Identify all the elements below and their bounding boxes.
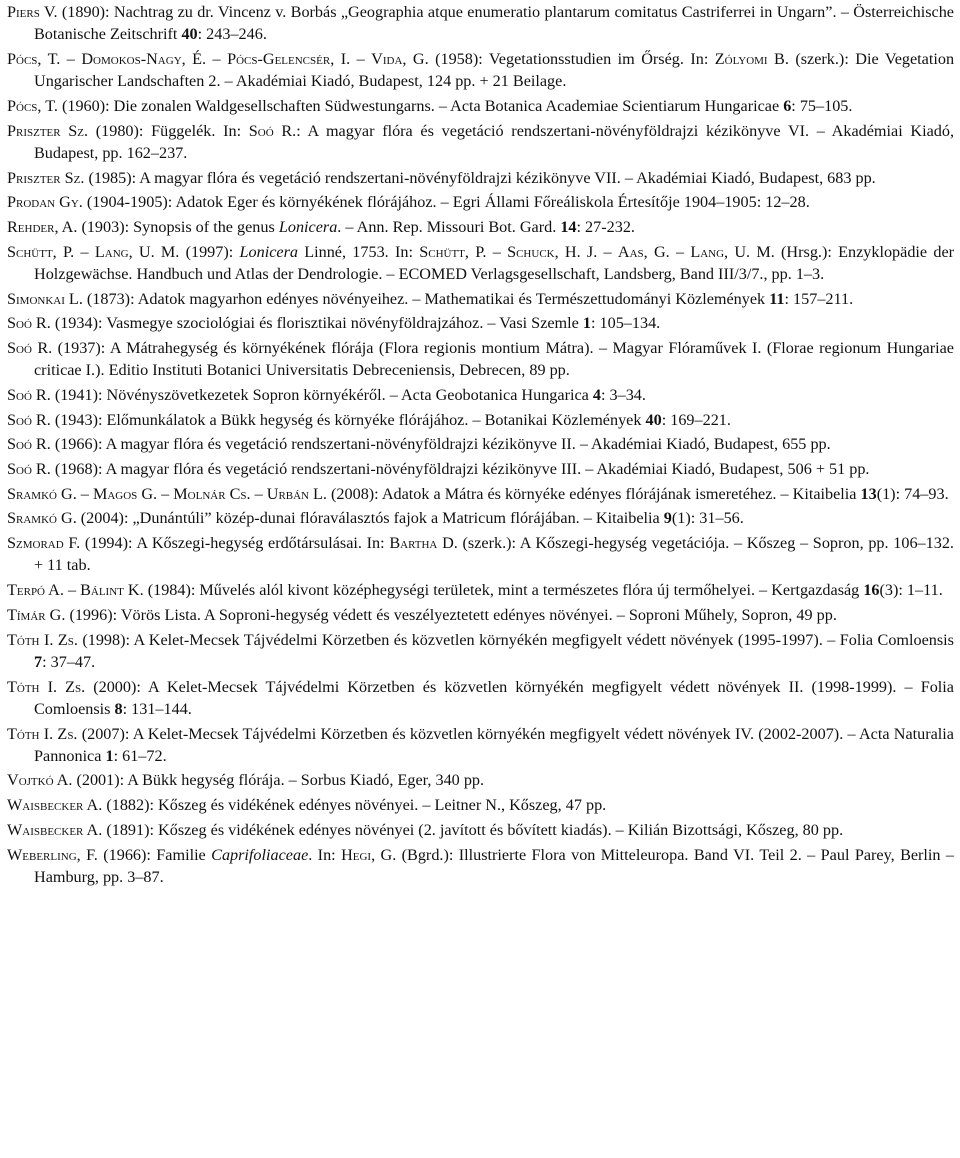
author-name: Priszter Sz.: [7, 168, 85, 187]
reference-entry: [7, 769, 954, 791]
reference-text: (3): 1–11.: [879, 581, 943, 600]
author-name: Aas, G.: [617, 242, 670, 261]
author-name: Magos G.: [92, 484, 158, 503]
author-name: Tóth I. Zs.: [7, 724, 78, 743]
volume-number: 6: [783, 96, 792, 115]
reference-text: : 157–211.: [784, 289, 854, 308]
author-name: Weberling, F.: [7, 845, 98, 864]
reference-entry: [7, 191, 954, 213]
reference-entry: [7, 384, 954, 406]
reference-text: (1903): Synopsis of the genus: [77, 218, 279, 237]
reference-entry: [7, 819, 954, 841]
reference-text: : 37–47.: [42, 652, 96, 671]
reference-text: : A magyar flóra és vegetáció rendszertani-növényföldrajzi kézikönyve VI. – Akadémiai Kiadó, Budapest, pp. 162–237.: [34, 121, 954, 162]
author-name: Soó R.: [248, 121, 297, 140]
reference-text: (1997):: [179, 242, 240, 261]
reference-text: (1904-1905): Adatok Eger és környékének flórájához. – Egri Állami Főreáliskola Értesítője 1904–1905: 12–28.: [82, 193, 810, 212]
author-name: Vida, G.: [371, 49, 429, 68]
author-name: Molnár Cs.: [173, 484, 251, 503]
reference-entry: [7, 288, 954, 310]
volume-number: 16: [863, 581, 880, 600]
author-name: Schuck, H. J.: [507, 242, 598, 261]
reference-text: (2008): Adatok a Mátra és környéke edényes flórájának ismeretéhez. – Kitaibelia: [326, 484, 861, 503]
reference-text: (1): 31–56.: [671, 509, 744, 528]
volume-number: 9: [663, 509, 672, 528]
reference-text: (1937): A Mátrahegység és környékének flórája (Flora regionis montium Mátra). – Magyar Flóraművek I. (Florae regionum Hungariae criticae I.). Editio Instituti Botanici Universitatis Debreceniensis, Debrecen, 89 pp.: [34, 339, 954, 380]
volume-number: 1: [582, 314, 591, 333]
reference-text: (1980): Függelék. In:: [88, 121, 249, 140]
author-name: Sramkó G.: [7, 509, 77, 528]
author-name: Szmorad F.: [7, 534, 81, 553]
italic-term: Caprifoliaceae: [211, 845, 309, 864]
volume-number: 40: [181, 25, 198, 44]
reference-text: (1891): Kőszeg és vidékének edényes növényei (2. javított és bővített kiadás). – Kilián Bizottsági, Kőszeg, 80 pp.: [102, 820, 844, 839]
volume-number: 8: [114, 699, 123, 718]
reference-text: (1873): Adatok magyarhon edényes növényeihez. – Mathematikai és Természettudományi Közlemények: [82, 289, 770, 308]
reference-entry: [7, 167, 954, 189]
reference-entry: [7, 241, 954, 286]
reference-text: –: [206, 49, 228, 68]
author-name: Schütt, P.: [7, 242, 75, 261]
volume-number: 1: [105, 746, 114, 765]
volume-number: 13: [860, 484, 877, 503]
reference-text: (2007): A Kelet-Mecsek Tájvédelmi Körzetben és közvetlen környékén megfigyelt védett növények IV. (2002-2007). – Acta Naturalia Pannonica: [34, 724, 954, 765]
volume-number: 4: [592, 386, 601, 405]
author-name: Piers V.: [7, 3, 58, 21]
author-name: Pócs, T.: [7, 96, 58, 115]
reference-text: –: [350, 49, 372, 68]
author-name: Waisbecker A.: [7, 820, 103, 839]
reference-text: . In:: [308, 845, 342, 864]
reference-entry: [7, 1, 954, 46]
reference-text: Linné, 1753. In:: [297, 242, 420, 261]
author-name: Soó R.: [7, 339, 53, 358]
author-name: Tóth I. Zs.: [7, 630, 78, 649]
reference-entry: [7, 120, 954, 165]
reference-text: : 3–34.: [600, 386, 646, 405]
author-name: Sramkó G.: [7, 484, 77, 503]
author-name: Rehder, A.: [7, 218, 78, 237]
reference-text: (2001): A Bükk hegység flórája. – Sorbus Kiadó, Eger, 340 pp.: [72, 771, 485, 790]
reference-text: : 27-232.: [576, 218, 635, 237]
reference-text: (1996): Vörös Lista. A Soproni-hegység védett és veszélyeztetett edényes növényei. – Soproni Műhely, Sopron, 49 pp.: [65, 605, 837, 624]
author-name: Waisbecker A.: [7, 796, 103, 815]
reference-entry: [7, 312, 954, 334]
author-name: Vojtkó A.: [7, 771, 73, 790]
reference-text: : 169–221.: [661, 410, 731, 429]
reference-text: : 131–144.: [122, 699, 192, 718]
reference-text: (1984): Művelés alól kivont középhegységi területek, mint a természetes flóra új termőhelyei. – Kertgazdaság: [143, 581, 864, 600]
reference-text: –: [76, 484, 93, 503]
reference-entry: [7, 629, 954, 674]
italic-term: Lonicera: [239, 242, 298, 261]
volume-number: 40: [645, 410, 662, 429]
author-name: Pócs, T.: [7, 49, 61, 68]
author-name: Soó R.: [7, 314, 51, 333]
reference-text: (1): 74–93.: [876, 484, 949, 503]
author-name: Prodan Gy.: [7, 193, 83, 212]
reference-text: (1890): Nachtrag zu dr. Vincenz v. Borbás „Geographia atque enumeratio plantarum comitatus Castriferrei in Ungarn”. – Österreichische Botanische Zeitschrift: [34, 3, 954, 44]
italic-term: Lonicera: [278, 218, 338, 237]
reference-text: (Bgrd.): Illustrierte Flora von Mitteleuropa. Band VI. Teil 2. – Paul Parey, Berlin – Hamburg, pp. 3–87.: [34, 845, 955, 886]
reference-text: (1968): A magyar flóra és vegetáció rendszertani-növényföldrajzi kézikönyve III. – Akadémiai Kiadó, Budapest, 506 + 51 pp.: [50, 460, 870, 479]
reference-text: (1998): A Kelet-Mecsek Tájvédelmi Körzetben és közvetlen környékén megfigyelt védett növények (1995-1997). – Folia Comloensis: [77, 630, 954, 649]
reference-entry: [7, 337, 954, 382]
reference-text: (1985): A magyar flóra és vegetáció rendszertani-növényföldrajzi kézikönyve VII. – Akadémiai Kiadó, Budapest, 683 pp.: [84, 168, 876, 187]
author-name: Bartha D.: [389, 534, 458, 553]
author-name: Terpó A.: [7, 581, 64, 600]
reference-entry: [7, 433, 954, 455]
reference-text: –: [157, 484, 174, 503]
reference-entry: [7, 794, 954, 816]
reference-entry: [7, 604, 954, 626]
author-name: Lang, U. M.: [690, 242, 775, 261]
author-name: Tóth I. Zs.: [7, 677, 86, 696]
reference-entry: [7, 723, 954, 768]
author-name: Pócs-Gelencsér, I.: [227, 49, 351, 68]
author-name: Soó R.: [7, 410, 51, 429]
reference-entry: [7, 216, 954, 238]
reference-entry: [7, 458, 954, 480]
reference-text: (1941): Növényszövetkezetek Sopron környékéről. – Acta Geobotanica Hungarica: [50, 386, 593, 405]
reference-text: : 105–134.: [590, 314, 661, 333]
reference-text: –: [250, 484, 267, 503]
reference-text: –: [74, 242, 95, 261]
author-name: Lang, U. M.: [94, 242, 180, 261]
reference-text: (1960): Die zonalen Waldgesellschaften Südwestungarns. – Acta Botanica Academiae Scientiarum Hungaricae: [57, 96, 784, 115]
reference-entry: [7, 95, 954, 117]
author-name: Soó R.: [7, 460, 51, 479]
reference-text: (1943): Előmunkálatok a Bükk hegység és környéke flórájához. – Botanikai Közlemények: [50, 410, 646, 429]
reference-text: (1966): Familie: [97, 845, 212, 864]
reference-text: . – Ann. Rep. Missouri Bot. Gard.: [337, 218, 561, 237]
reference-text: (2004): „Dunántúli” közép-dunai flóraválasztós fajok a Matricum flórájában. – Kitaibelia: [76, 509, 664, 528]
reference-entry: [7, 532, 954, 577]
reference-text: (1966): A magyar flóra és vegetáció rendszertani-növényföldrajzi kézikönyve II. – Akadémiai Kiadó, Budapest, 655 pp.: [50, 435, 831, 454]
reference-text: : 61–72.: [113, 746, 167, 765]
author-name: Hegi, G.: [341, 845, 397, 864]
volume-number: 7: [34, 652, 43, 671]
volume-number: 11: [769, 289, 785, 308]
author-name: Zólyomi B.: [714, 49, 789, 68]
reference-text: –: [60, 49, 82, 68]
reference-text: –: [486, 242, 508, 261]
reference-entry: [7, 507, 954, 529]
author-name: Urbán L.: [266, 484, 327, 503]
author-name: Soó R.: [7, 386, 51, 405]
author-name: Bálint K.: [80, 581, 144, 600]
author-name: Simonkai L.: [7, 289, 83, 308]
author-name: Priszter Sz.: [7, 121, 89, 140]
reference-text: –: [63, 581, 81, 600]
reference-text: –: [669, 242, 691, 261]
reference-text: (1994): A Kőszegi-hegység erdőtársulásai. In:: [80, 534, 390, 553]
reference-entry: [7, 48, 954, 93]
volume-number: 14: [560, 218, 577, 237]
reference-text: –: [597, 242, 618, 261]
reference-text: (1958): Vegetationsstudien im Őrség. In:: [428, 49, 715, 68]
reference-text: : 75–105.: [791, 96, 853, 115]
author-name: Tímár G.: [7, 605, 66, 624]
reference-entry: [7, 676, 954, 721]
reference-text: (Hrsg.): Enzyklopädie der Holzgewächse. Handbuch und Atlas der Dendrologie. – ECOMED Verlagsgesellschaft, Landsberg, Band III/3/7., pp. 1–3.: [34, 242, 955, 283]
reference-text: (szerk.): Die Vegetation Ungarischer Landschaften 2. – Akadémiai Kiadó, Budapest, 124 pp. + 21 Beilage.: [34, 49, 955, 91]
reference-entry: [7, 844, 954, 889]
author-name: Soó R.: [7, 435, 51, 454]
reference-text: (1934): Vasmegye szociológiai és florisztikai növényföldrajzához. – Vasi Szemle: [50, 314, 583, 333]
reference-text: (1882): Kőszeg és vidékének edényes növényei. – Leitner N., Kőszeg, 47 pp.: [102, 796, 607, 815]
reference-text: : 243–246.: [197, 25, 267, 44]
reference-text: (szerk.): A Kőszegi-hegység vegetációja. – Kőszeg – Sopron, pp. 106–132. + 11 tab.: [34, 534, 954, 575]
reference-entry: [7, 409, 954, 431]
reference-entry: [7, 579, 954, 601]
author-name: Domokos-Nagy, É.: [81, 49, 207, 68]
author-name: Schütt, P.: [419, 242, 487, 261]
reference-text: (2000): A Kelet-Mecsek Tájvédelmi Körzetben és közvetlen környékén megfigyelt védett növények II. (1998-1999). – Folia Comloensis: [34, 677, 954, 718]
reference-entry: [7, 483, 954, 505]
